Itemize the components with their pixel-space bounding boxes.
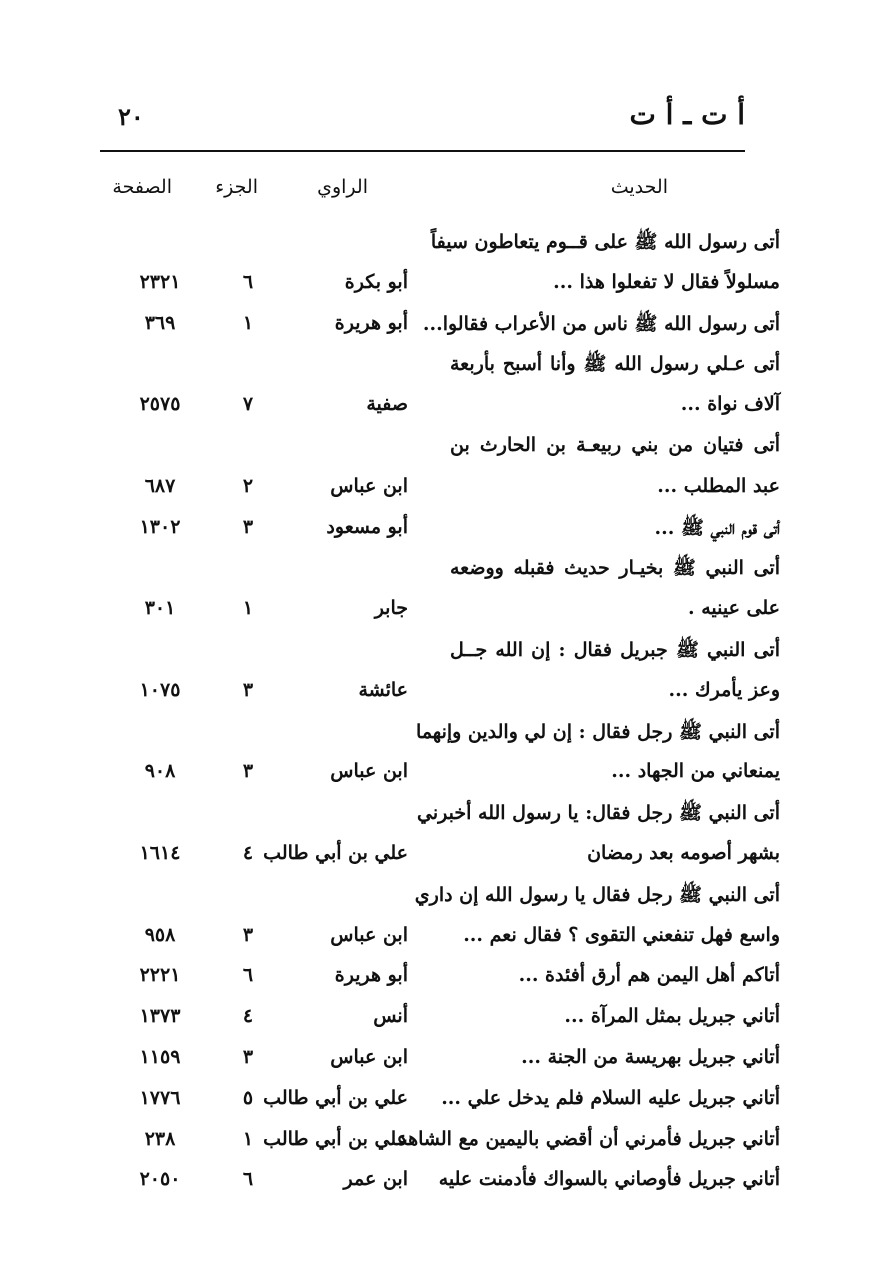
hadith-text: أتى رسول الله ﷺ على قــوم يتعاطون سيفاً [430,231,780,253]
volume-cell: ٣ [242,923,254,946]
page-cell: ٢٣٢١ [139,270,181,293]
page-cell: ٢٣٨ [144,1127,176,1150]
page-number: ٢٠ [118,102,144,131]
volume-cell: ٧ [242,393,254,416]
volume-cell: ١ [242,1127,254,1150]
hadith-text: أتى النبي ﷺ رجل فقال : إن لي والدين وإنهما [416,720,780,743]
page-cell: ٢٥٧٥ [139,393,181,416]
table-row [100,508,780,549]
narrator-cell: أبو مسعود [326,515,408,538]
volume-cell: ١ [242,311,254,334]
volume-cell: ٣ [242,1045,254,1068]
page-cell: ٦٨٧ [144,474,176,497]
narrator-cell: جابر [374,597,408,620]
table-row [100,712,780,753]
hadith-text: أتى النبي ﷺ بخيـار حديث فقبله ووضعه [450,557,780,580]
column-header-page: الصفحة [112,176,172,198]
table-row [100,916,780,957]
volume-cell: ٥ [242,1086,254,1109]
page-cell: ٣٠١ [144,597,176,620]
volume-cell: ٦ [242,964,254,987]
narrator-cell: صفية [366,393,408,416]
page-cell: ١٣٠٢ [139,515,181,538]
volume-cell: ٣ [242,760,254,783]
table-row [100,263,780,304]
narrator-cell: ابن عباس [330,923,408,946]
table-row [100,1038,780,1079]
volume-cell: ٣ [242,678,254,701]
page-cell: ٣٦٩ [144,311,176,334]
narrator-cell: علي بن أبي طالب [263,841,408,864]
hadith-text: مسلولاً فقال لا تفعلوا هذا ... [553,270,780,293]
hadith-text: آلاف نواة ... [680,393,780,416]
hadith-text: وعز يأمرك ... [668,678,780,701]
hadith-text: بشهر أصومه بعد رمضان [587,841,780,864]
hadith-text: أتى النبي ﷺ جبريل فقال : إن الله جــل [450,638,780,661]
table-row [100,1120,780,1161]
hadith-text: أتى رسول الله ﷺ ناس من الأعراب فقالوا... [422,312,780,335]
narrator-cell: أبو هريرة [334,311,408,334]
column-headers [100,170,780,202]
hadith-text: أتى فتيان من بني ربيعـة بن الحارث بن [450,433,780,456]
hadith-text: أتاكم أهل اليمن هم أرق أفئدة ... [518,964,780,987]
page-cell: ١٠٧٥ [139,678,181,701]
narrator-cell: علي بن أبي طالب [263,1127,408,1150]
volume-cell: ٤ [242,1005,254,1028]
table-row [100,956,780,997]
column-header-juz: الجزء [215,176,258,198]
table-row [100,793,780,834]
page-cell: ١٧٧٦ [139,1086,181,1109]
hadith-text: أتاني جبريل بهريسة من الجنة ... [521,1045,780,1068]
page-cell: ١٣٧٣ [139,1005,181,1028]
table-row [100,1160,780,1201]
page-cell: ٩٠٨ [144,760,176,783]
hadith-text: أتاني جبريل فأمرني أن أقضي باليمين مع الشاهد [398,1127,780,1150]
narrator-cell: ابن عباس [330,474,408,497]
page-cell: ٢٠٥٠ [139,1168,181,1191]
volume-cell: ٦ [242,270,254,293]
volume-cell: ٤ [242,841,254,864]
narrator-cell: ابن عباس [330,760,408,783]
table-row [100,467,780,508]
table-row [100,385,780,426]
table-row [100,834,780,875]
column-header-rawi: الراوي [317,176,368,198]
hadith-index-table [100,222,780,1201]
table-row [100,875,780,916]
hadith-text: واسع فهل تنفعني التقوى ؟ فقال نعم ... [463,923,780,946]
column-header-hadith: الحديث [610,176,668,198]
page-cell: ٢٢٢١ [139,964,181,987]
hadith-text: أتى عـلي رسول الله ﷺ وأنا أسبح بأربعة [450,353,780,376]
table-row [100,548,780,589]
narrator-cell: أبو هريرة [334,964,408,987]
narrator-cell: عائشة [358,678,408,701]
volume-cell: ٢ [242,474,254,497]
table-row [100,630,780,671]
table-row [100,752,780,793]
header-rule [100,150,745,152]
hadith-text: أتاني جبريل عليه السلام فلم يدخل علي ... [441,1086,780,1109]
volume-cell: ٣ [242,515,254,538]
section-title: أ ت ـ أ ت [629,98,745,131]
volume-cell: ١ [242,597,254,620]
narrator-cell: أنس [373,1005,408,1028]
hadith-text: عبد المطلب ... [657,474,780,497]
hadith-text: يمنعاني من الجهاد ... [611,760,780,783]
table-row [100,344,780,385]
volume-cell: ٦ [242,1168,254,1191]
page-cell: ١٦١٤ [139,841,181,864]
page-cell: ١١٥٩ [139,1045,181,1068]
narrator-cell: علي بن أبي طالب [263,1086,408,1109]
table-row [100,997,780,1038]
hadith-text: أتاني جبريل بمثل المرآة ... [564,1005,780,1028]
table-row [100,589,780,630]
narrator-cell: ابن عباس [330,1045,408,1068]
narrator-cell: أبو بكرة [344,270,408,293]
table-row [100,426,780,467]
page-cell: ٩٥٨ [144,923,176,946]
hadith-text: أتى النبي ﷺ رجل فقال يا رسول الله إن داري [414,883,780,906]
narrator-cell: ابن عمر [343,1168,408,1191]
hadith-text: أتاني جبريل فأوصاني بالسواك فأدمنت عليه [438,1168,780,1191]
table-row [100,671,780,712]
hadith-text: أتى قوم النبي ﷺ ... [654,516,780,539]
hadith-text: على عينيه . [687,597,780,620]
page-header [100,96,745,136]
table-row [100,1079,780,1120]
hadith-text: أتى النبي ﷺ رجل فقال: يا رسول الله أخبرني [417,802,780,825]
table-row [100,222,780,263]
table-row [100,304,780,345]
